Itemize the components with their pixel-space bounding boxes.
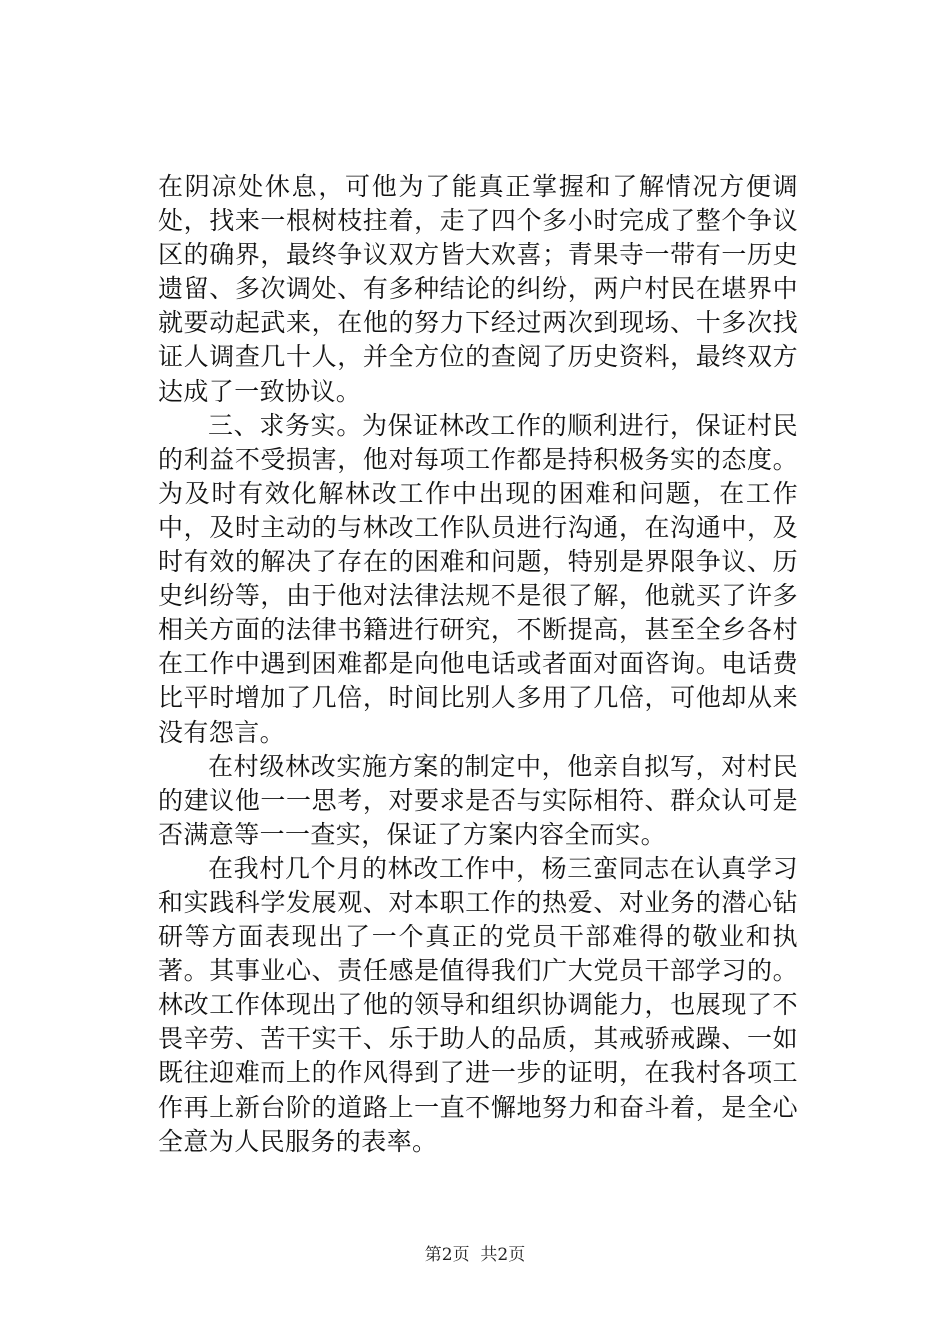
page-footer (0, 1244, 950, 1266)
document-body (158, 170, 798, 1159)
page-number-label: 第2页 共2页 (424, 1245, 526, 1265)
paragraph-continuation: 在阴凉处休息，可他为了能真正掌握和了解情况方便调处，找来一根树枝拄着，走了四个多小时完成了整个争议区的确界，最终争议双方皆大欢喜；青果寺一带有一历史遗留、多次调处、有多种结论的纠纷，两户村民在堪界中就要动起武来，在他的努力下经过两次到现场、十多次找证人调查几十人，并全方位的查阅了历史资料，最终双方达成了一致协议。 (158, 172, 798, 406)
paragraph-summary: 在我村几个月的林改工作中，杨三蛮同志在认真学习和实践科学发展观、对本职工作的热爱、对业务的潜心钻研等方面表现出了一个真正的党员干部难得的敬业和执著。其事业心、责任感是值得我们广大党员干部学习的。林改工作体现出了他的领导和组织协调能力，也展现了不畏辛劳、苦干实干、乐于助人的品质，其戒骄戒躁、一如既往迎难而上的作风得到了进一步的证明，在我村各项工作再上新台阶的道路上一直不懈地努力和奋斗着，是全心全意为人民服务的表率。 (158, 853, 798, 1156)
paragraph-implementation-plan: 在村级林改实施方案的制定中，他亲自拟写，对村民的建议他一一思考，对要求是否与实际相符、群众认可是否满意等一一查实，保证了方案内容全而实。 (158, 751, 798, 849)
paragraph-section-three: 三、求务实。为保证林改工作的顺利进行，保证村民的利益不受损害，他对每项工作都是持积极务实的态度。为及时有效化解林改工作中出现的困难和问题，在工作中，及时主动的与林改工作队员进行沟通，在沟通中，及时有效的解决了存在的困难和问题，特别是界限争议、历史纠纷等，由于他对法律法规不是很了解，他就买了许多相关方面的法律书籍进行研究，不断提高，甚至全乡各村在工作中遇到困难都是向他电话或者面对面咨询。电话费比平时增加了几倍，时间比别人多用了几倍，可他却从来没有怨言。 (158, 410, 798, 747)
